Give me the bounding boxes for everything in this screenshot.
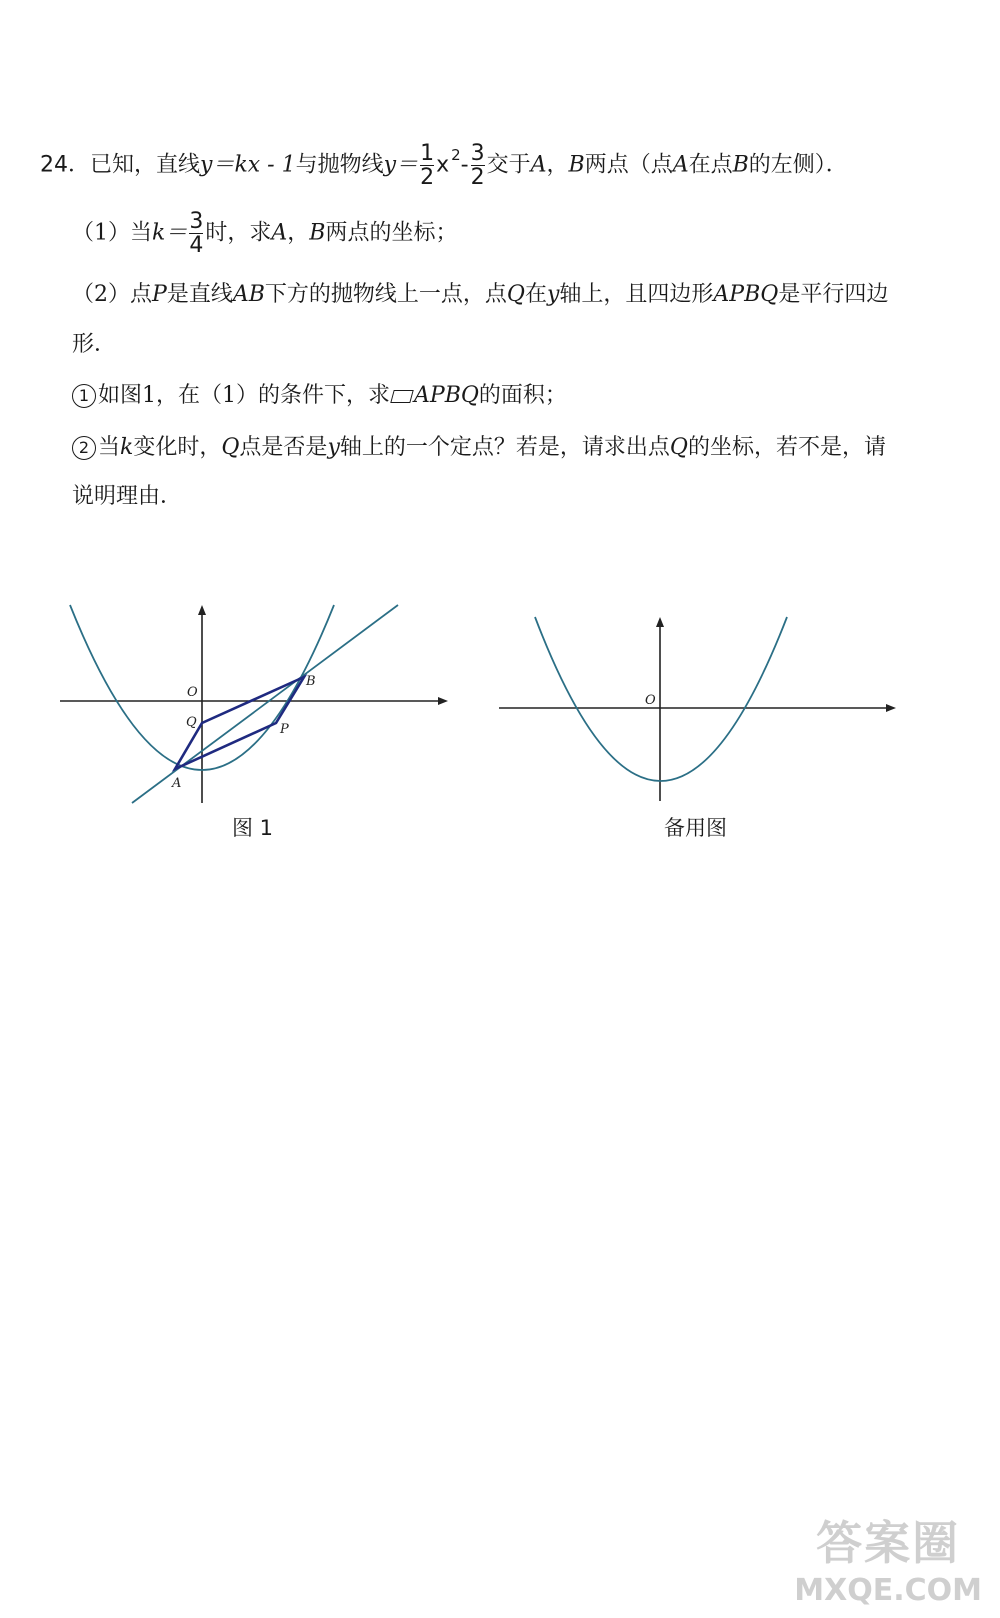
part1-text: 时，求 <box>205 220 272 246</box>
question-number: 24． <box>40 152 90 178</box>
label-o: O <box>645 693 656 708</box>
point-p: P <box>152 282 167 307</box>
label-q: Q <box>186 715 197 730</box>
part1-line <box>72 210 457 257</box>
point-b: B <box>309 220 326 246</box>
point-a: A <box>530 152 547 178</box>
sub1-text: 如图1，在（1）的条件下，求 <box>98 383 390 408</box>
figure-1-caption: 图 1 <box>232 816 274 840</box>
sub2-text: 轴上的一个定点？若是，请求出点 <box>339 435 670 460</box>
sub2-text: 当 <box>98 435 121 460</box>
part2-line2 <box>72 334 116 356</box>
y-axis-arrow <box>198 605 206 615</box>
circled-number-1: 1 <box>72 384 96 408</box>
sub2-line1 <box>72 436 886 460</box>
question-text: 交于 <box>486 152 531 178</box>
question-line <box>40 142 848 189</box>
part1-text: 两点的坐标； <box>325 220 458 246</box>
point-q: Q <box>221 435 240 460</box>
point-q: Q <box>506 282 525 307</box>
sub2-text: 点是否是 <box>239 435 328 460</box>
comma: ， <box>546 152 569 178</box>
point-b: B <box>568 152 585 178</box>
sub2-line2 <box>72 486 182 508</box>
line-equation: y＝kx - 1 <box>200 152 296 178</box>
label-p: P <box>280 722 289 737</box>
parallelogram-symbol <box>390 390 413 403</box>
part2-text: 下方的抛物线上一点，点 <box>264 282 507 307</box>
line-ab: AB <box>232 282 265 307</box>
sub2-text: 的坐标，若不是，请 <box>687 435 886 460</box>
circled-number-2: 2 <box>72 436 96 460</box>
label-o: O <box>187 685 198 700</box>
figure-1 <box>50 595 460 815</box>
minus-sign: - <box>460 152 469 178</box>
watermark-url: MXQE.COM <box>794 1573 982 1608</box>
k-equals: k＝ <box>152 220 188 246</box>
comma: ， <box>287 220 310 246</box>
quad-apbq: APBQ <box>414 383 479 408</box>
quad-apbq: APBQ <box>713 282 779 307</box>
question-text: 在点 <box>688 152 733 178</box>
sub2-text: 变化时， <box>133 435 222 460</box>
parabola-curve <box>535 617 787 781</box>
part2-text: 是直线 <box>166 282 233 307</box>
part2-text: 形． <box>72 332 117 357</box>
y-variable: y <box>327 435 340 460</box>
watermark <box>794 1507 982 1608</box>
part2-text: 轴上，且四边形 <box>559 282 714 307</box>
x-variable: x <box>436 152 450 178</box>
parabola-y: y＝ <box>383 152 419 178</box>
sub2-text: 说明理由． <box>72 484 183 509</box>
part2-text: 是平行四边 <box>778 282 889 307</box>
label-b: B <box>306 674 316 689</box>
x-axis-arrow <box>886 704 896 712</box>
y-variable: y <box>546 282 560 307</box>
point-q: Q <box>669 435 688 460</box>
exponent: 2 <box>451 145 461 164</box>
point-a: A <box>672 152 689 178</box>
point-a: A <box>271 220 288 246</box>
question-text: 两点（点 <box>584 152 673 178</box>
x-axis-arrow <box>438 697 448 705</box>
sub1-line <box>72 384 567 408</box>
y-axis-arrow <box>656 617 664 627</box>
fraction-three-quarters: $\frac{3}{4}$ <box>189 209 204 259</box>
figure-2 <box>495 605 905 805</box>
k-variable: k <box>120 435 134 460</box>
question-text: 的左侧）． <box>748 152 848 178</box>
watermark-logo-text: 答案圈 <box>816 1516 961 1570</box>
question-text: 已知，直线 <box>90 152 201 178</box>
part2-text: （2）点 <box>72 282 152 307</box>
sub1-text: 的面积； <box>478 383 567 408</box>
figure-2-caption: 备用图 <box>664 816 727 840</box>
point-b: B <box>732 152 749 178</box>
part2-line1 <box>72 284 888 306</box>
part1-prefix: （1）当 <box>72 220 152 246</box>
part2-text: 在 <box>524 282 547 307</box>
line-ab <box>132 605 398 803</box>
fraction-three-halves: $\frac{3}{2}$ <box>470 141 485 191</box>
label-a: A <box>172 776 182 791</box>
question-text: 与抛物线 <box>295 152 384 178</box>
fraction-half: $\frac{1}{2}$ <box>420 141 435 191</box>
